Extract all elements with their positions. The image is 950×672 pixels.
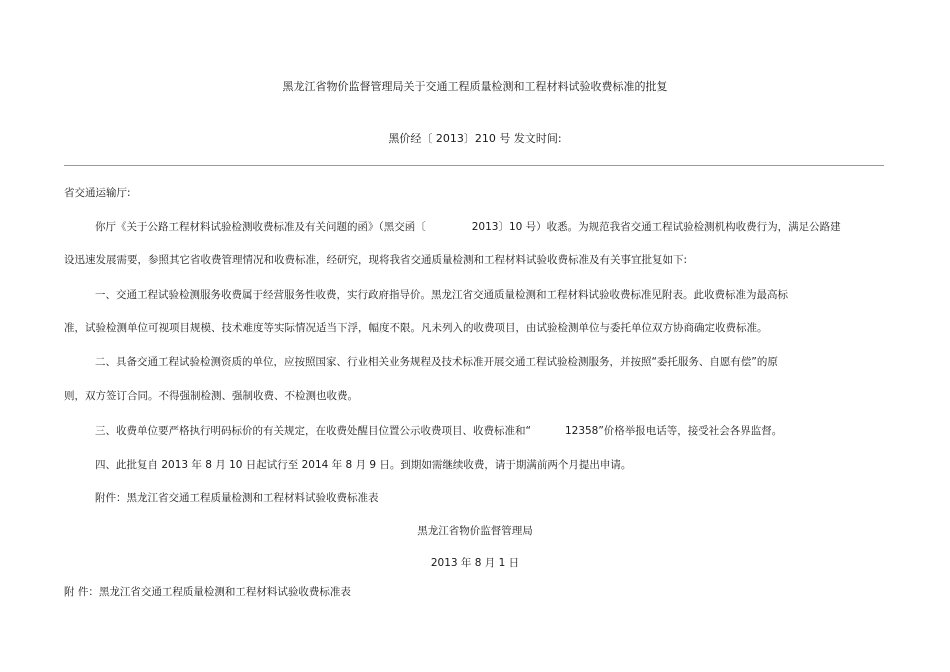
paragraph-1-part-b: 2013〕10 号）收悉。为规范我省交通工程试验检测机构收费行为，满足公路建: [471, 221, 841, 233]
item-3-part-a: 三、收费单位要严格执行明码标价的有关规定，在收费处醒目位置公示收费项目、收费标准和“: [95, 425, 531, 437]
item-1-line-2: 准，试验检测单位可视项目规模、技术难度等实际情况适当下浮，幅度不限。凡未列入的收费项目，由试验检测单位与委托单位双方协商确定收费标准。: [64, 322, 768, 334]
item-2-line-1: 二、具备交通工程试验检测资质的单位，应按照国家、行业相关业务规程及技术标准开展交通工程试验检测服务，并按照“委托服务、自愿有偿”的原: [95, 356, 778, 368]
header-divider: [64, 165, 884, 166]
paragraph-1-line-2: 设迅速发展需要，参照其它省收费管理情况和收费标准，经研究，现将我省交通质量检测和工程材料试验收费标准及有关事宜批复如下:: [64, 254, 688, 266]
attachment-note: 附件：黑龙江省交通工程质量检测和工程材料试验收费标准表: [95, 492, 379, 504]
issue-date: 2013 年 8 月 1 日: [430, 557, 520, 569]
addressee: 省交通运输厅:: [64, 187, 131, 199]
issuer-name: 黑龙江省物价监督管理局: [417, 525, 533, 537]
paragraph-1-line-1: [95, 220, 841, 234]
document-title: 黑龙江省物价监督管理局关于交通工程质量检测和工程材料试验收费标准的批复: [282, 80, 668, 93]
item-3-part-b: 12358”价格举报电话等，接受社会各界监督。: [564, 425, 783, 437]
item-1-line-1: 一、交通工程试验检测服务收费属于经营服务性收费，实行政府指导价。黑龙江省交通质量检测和工程材料试验收费标准见附表。此收费标准为最高标: [95, 289, 788, 301]
item-2-line-2: 则，双方签订合同。不得强制检测、强制收费、不检测也收费。: [64, 390, 358, 402]
attachment-heading: 附 件：黑龙江省交通工程质量检测和工程材料试验收费标准表: [64, 586, 351, 598]
document-number: 黑价经〔 2013〕210 号 发文时间:: [388, 132, 562, 145]
item-4-line: 四、此批复自 2013 年 8 月 10 日起试行至 2014 年 8 月 9 日。到期如需继续收费，请于期满前两个月提出申请。: [95, 459, 632, 471]
paragraph-1-part-a: 你厅《关于公路工程材料试验检测收费标准及有关问题的函》（黑交函〔: [95, 221, 426, 233]
item-3-line: [95, 424, 782, 438]
